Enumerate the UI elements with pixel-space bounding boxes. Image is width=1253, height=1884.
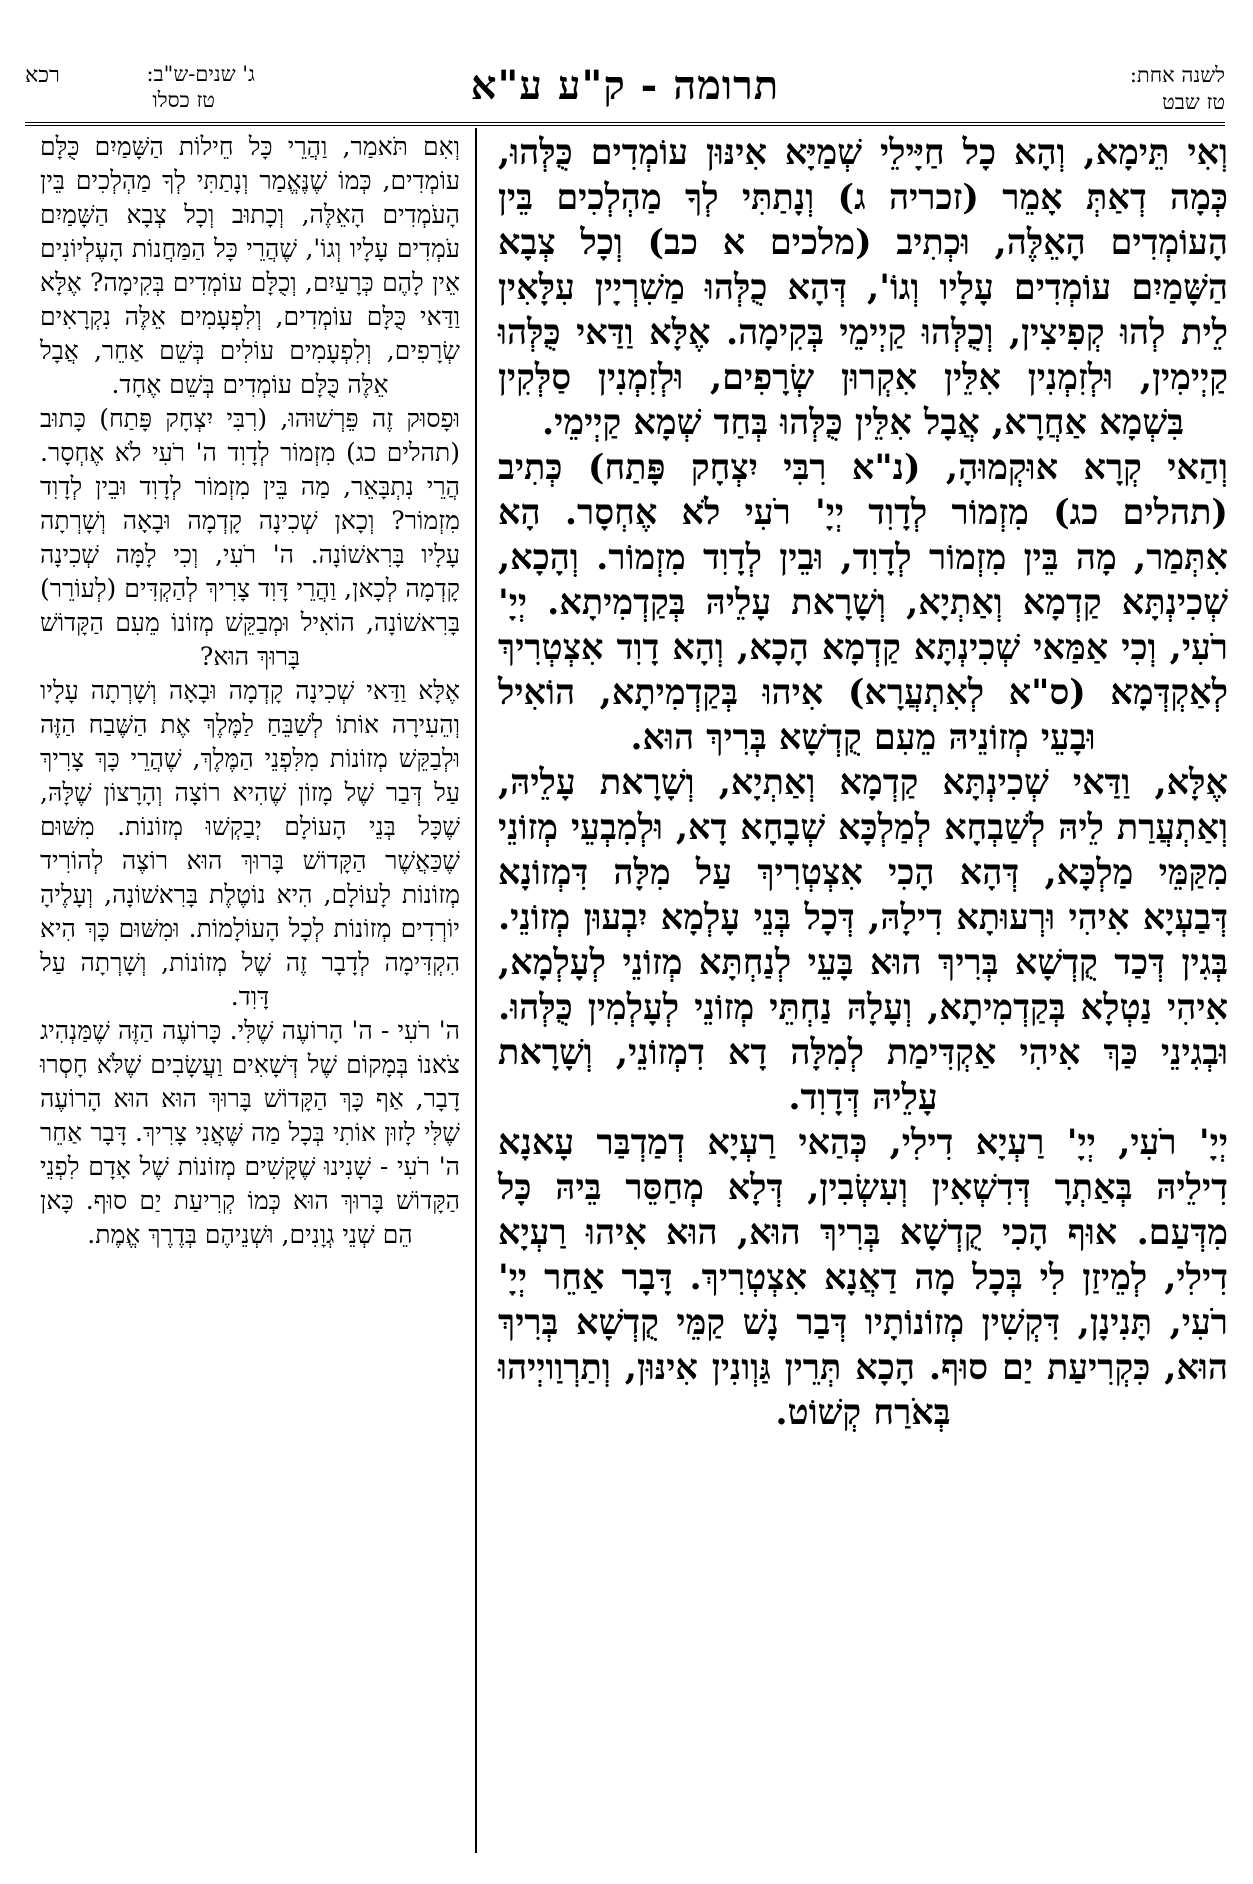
page-title: תרומה - ק"ע ע"א — [470, 62, 780, 109]
side-paragraph-2: וּפָסוּק זֶה פֵּרְשׁוּהוּ, (רִבִּי יִצְחָק פָּתַח) כָּתוּב (תהלים כג) מִזְמוֹר לְדָוִד ה' רֹעִי לֹא אֶחְסָר. הֲרֵי נִתְבָּאֵר, מַה בֵּין מִזְמוֹר לְדָוִד וּבֵין לְדָוִד מִזְמוֹר? וְכָאן שְׁכִינָה קָדְמָה וּבָאָה וְשָׁרְתָה עָלָיו בָּרִאשׁוֹנָה. ה' רֹעִי, וְכִי לָמָּה שְׁכִינָה קָדְמָה לְכָאן, וַהֲרֵי דָּוִד צָרִיךְ לְהַקְדִּים (לְעוֹרֵר) בָּרִאשׁוֹנָה, הוֹאִיל וּמְבַקֵּשׁ מְזוֹנוֹ מֵעִם הַקָּדוֹשׁ בָּרוּךְ הוּא? — [40, 404, 460, 671]
page-number: רכא — [25, 63, 60, 88]
side-paragraph-4: ה' רֹעִי - ה' הָרוֹעֶה שֶׁלִּי. כָּרוֹעֶה הַזֶּה שֶׁמַּנְהִיג צֹאנוֹ בְּמָקוֹם שֶׁל דְּשָׁאִים וַעֲשָׂבִים שֶׁלֹּא חָסְרוּ דָבָר, אַף כָּךְ הַקָּדוֹשׁ בָּרוּךְ הוּא הוּא הָרוֹעֶה שֶׁלִּי לָזוּן אוֹתִי בְּכָל מַה שֶּׁאֲנִי צָרִיךְ. דָּבָר אַחֵר ה' רֹעִי - שָׁנִינוּ שֶׁקָּשִׁים מְזוֹנוֹת שֶׁל אָדָם לִפְנֵי הַקָּדוֹשׁ בָּרוּךְ הוּא כְּמוֹ קְרִיעַת יַם סוּף. כָּאן הֵם שְׁנֵי גְוָנִים, וּשְׁנֵיהֶם בְּדֶרֶךְ אֱמֶת. — [40, 1016, 460, 1249]
schedule-one-year-date: טז שבט — [1162, 90, 1225, 114]
schedule-three-years-label: ג' שנים-ש"ב: — [146, 62, 255, 86]
header-divider — [25, 122, 1225, 126]
schedule-one-year-label: לשנה אחת: — [1129, 63, 1225, 87]
hebrew-translation-column — [40, 130, 460, 1252]
zohar-aramaic-column — [498, 130, 1228, 1435]
side-paragraph-1: וְאִם תֹּאמַר, וַהֲרֵי כָּל חֵילוֹת הַשָּׁמַיִם כֻּלָּם עוֹמְדִים, כְּמוֹ שֶׁנֶּאֱמַר וְנָתַתִּי לְךָ מַהְלְכִים בֵּין הָעֹמְדִים הָאֵלֶּה, וְכָתוּב וְכָל צְבָא הַשָּׁמַיִם עֹמְדִים עָלָיו וְגוֹ', שֶׁהֲרֵי כָּל הַמַּחֲנוֹת הָעֶלְיוֹנִים אֵין לָהֶם כְּרָעַיִם, וְכֻלָּם עוֹמְדִים בְּקִימָה? אֶלָּא וַדַּאי כֻּלָּם עוֹמְדִים, וְלִפְעָמִים אֵלֶּה נִקְרָאִים שְׂרָפִים, וְלִפְעָמִים עוֹלִים בְּשֵׁם אַחֵר, אֲבָל אֵלֶּה כֻּלָּם עוֹמְדִים בְּשֵׁם אֶחָד. — [40, 132, 460, 399]
schedule-three-years — [25, 62, 255, 113]
main-paragraph-4: יְיָ' רֹעִי, יְיָ' רַעְיָא דִילִי, כְּהַאי רַעְיָא דְמַדְבַּר עָאנָא דִילֵיהּ בְּאַתְרָ דְּדִשְׁאִין וְעִשְׂבִין, דְּלָא מְחַסֵּר בֵּיהּ כָּל מִדְּעַם. אוּף הָכִי קֻדְשָׁא בְּרִיךְ הוּא, הוּא אִיהוּ רַעְיָא דִילִי, לְמֵיזַן לִי בְּכָל מָה דַאֲנָא אִצְטְרִיךְ. דָּבָר אַחֵר יְיָ' רֹעִי, תָּנִינָן, דִּקְשִׁין מְזוֹנוֹתָיו דְּבַר נָשׁ קַמֵּי קֻדְשָׁא בְּרִיךְ הוּא, כִּקְרִיעַת יַם סוּף. הָכָא תְּרֵין גַּוְונִין אִינּוּן, וְתַרְוַויְיהוּ בְּאֹרַח קְשׁוֹט. — [498, 1122, 1228, 1433]
main-paragraph-3: אֶלָּא, וַדַּאי שְׁכִינְתָּא קַדְמָא וְאַתְיָא, וְשָׁרָאת עָלֵיהּ, וְאַתְעֲרַת לֵיהּ לְשַׁבְחָא לְמַלְכָּא שְׁבָחָא דָא, וּלְמִבְעֵי מְזוֹנֵי מִקַּמֵּי מַלְכָּא, דְּהָא הָכִי אִצְטְרִיךְ עַל מִלָּה דִּמְזוֹנָא דְּבַעְיָא אִיהִי וּרְעוּתָא דִילָהּ, דְּכָל בְּנֵי עָלְמָא יִבְעוּן מְזוֹנֵי. בְּגִין דְּכַד קֻדְשָׁא בְּרִיךְ הוּא בָּעֵי לְנַחְתָּא מְזוֹנֵי לְעָלְמָא, אִיהִי נַטְלָא בְּקַדְמִיתָא, וְעָלָהּ נַחְתֵּי מְזוֹנֵי לְעָלְמִין כֻּלְּהוּ. וּבְגִינֵי כַּךְ אִיהִי אַקְדִּימַת לְמִלָּה דָא דִמְזוֹנֵי, וְשָׁרָאת עָלֵיהּ דְּדָוִד. — [498, 762, 1228, 1118]
column-divider — [475, 128, 477, 1853]
schedule-three-years-date: טז כסלו — [152, 88, 215, 112]
main-paragraph-2: וְהַאי קְרָא אוּקְמוּהָ, (נ"א רִבִּי יִצְחָק פָּתַח) כְּתִיב (תהלים כג) מִזְמוֹר לְדָוִד יְיָ' רֹעִי לֹא אֶחְסָר. הָא אִתְּמַר, מָה בֵּין מִזְמוֹר לְדָוִד, וּבֵין לְדָוִד מִזְמוֹר. וְהָכָא, שְׁכִינְתָּא קַדְמָא וְאַתְיָא, וְשָׁרָאת עָלֵיהּ בְּקַדְמִיתָא. יְיָ' רֹעִי, וְכִי אַמַּאי שְׁכִינְתָּא קַדְמָא הָכָא, וְהָא דָוִד אִצְטְרִיךְ לְאַקְדְּמָא (ס"א לְאִתְעֲרָא) אִיהוּ בְּקַדְמִיתָא, הוֹאִיל וּבָעֵי מְזוֹנֵיהּ מֵעִם קֻדְשָׁא בְּרִיךְ הוּא. — [498, 447, 1228, 758]
side-paragraph-3: אֶלָּא וַדַּאי שְׁכִינָה קָדְמָה וּבָאָה וְשָׁרְתָה עָלָיו וְהֵעִירָה אוֹתוֹ לְשַׁבֵּחַ לַמֶּלֶךְ אֶת הַשֶּׁבַח הַזֶּה וּלְבַקֵּשׁ מְזוֹנוֹת מִלִּפְנֵי הַמֶּלֶךְ, שֶׁהֲרֵי כָּךְ צָרִיךְ עַל דְּבַר שֶׁל מָזוֹן שֶׁהִיא רוֹצָה וְהָרָצוֹן שֶׁלָּהּ, שֶׁכָּל בְּנֵי הָעוֹלָם יְבַקְשׁוּ מְזוֹנוֹת. מִשּׁוּם שֶׁכַּאֲשֶׁר הַקָּדוֹשׁ בָּרוּךְ הוּא רוֹצֶה לְהוֹרִיד מְזוֹנוֹת לָעוֹלָם, הִיא נוֹטֶלֶת בָּרִאשׁוֹנָה, וְעָלֶיהָ יוֹרְדִים מְזוֹנוֹת לְכָל הָעוֹלָמוֹת. וּמִשּׁוּם כָּךְ הִיא הִקְדִּימָה לְדָבָר זֶה שֶׁל מְזוֹנוֹת, וְשָׁרְתָה עַל דָּוִד. — [40, 676, 460, 1011]
page-header — [25, 62, 1225, 120]
main-paragraph-1: וְאִי תֵּימָא, וְהָא כָל חַיָּילֵי שְׁמַיָּא אִינּוּן עוֹמְדִים כֻּלְּהוּ, כְּמָה דְאַתְּ אָמֵר (זכריה ג) וְנָתַתִּי לְךָ מַהְלְכִים בֵּין הָעוֹמְדִים הָאֵלֶּה, וּכְתִיב (מלכים א כב) וְכָל צְבָא הַשָּׁמַיִם עוֹמְדִים עָלָיו וְגוֹ', דְּהָא כֻלְּהוּ מַשִׁרְיָין עִלָּאִין לֵית לְהוּ קְפִיצִין, וְכֻלְּהוּ קַיְימֵי בְּקִימָה. אֶלָּא וַדַּאי כֻּלְּהוּ קַיְימִין, וּלְזִמְנִין אִלֵּין אִקְרוּן שְׂרָפִים, וּלְזִמְנִין סַלְּקִין בִּשְׁמָא אַחֲרָא, אֲבָל אִלֵּין כֻּלְּהוּ בְּחַד שְׁמָא קַיְימֵי. — [498, 132, 1228, 443]
